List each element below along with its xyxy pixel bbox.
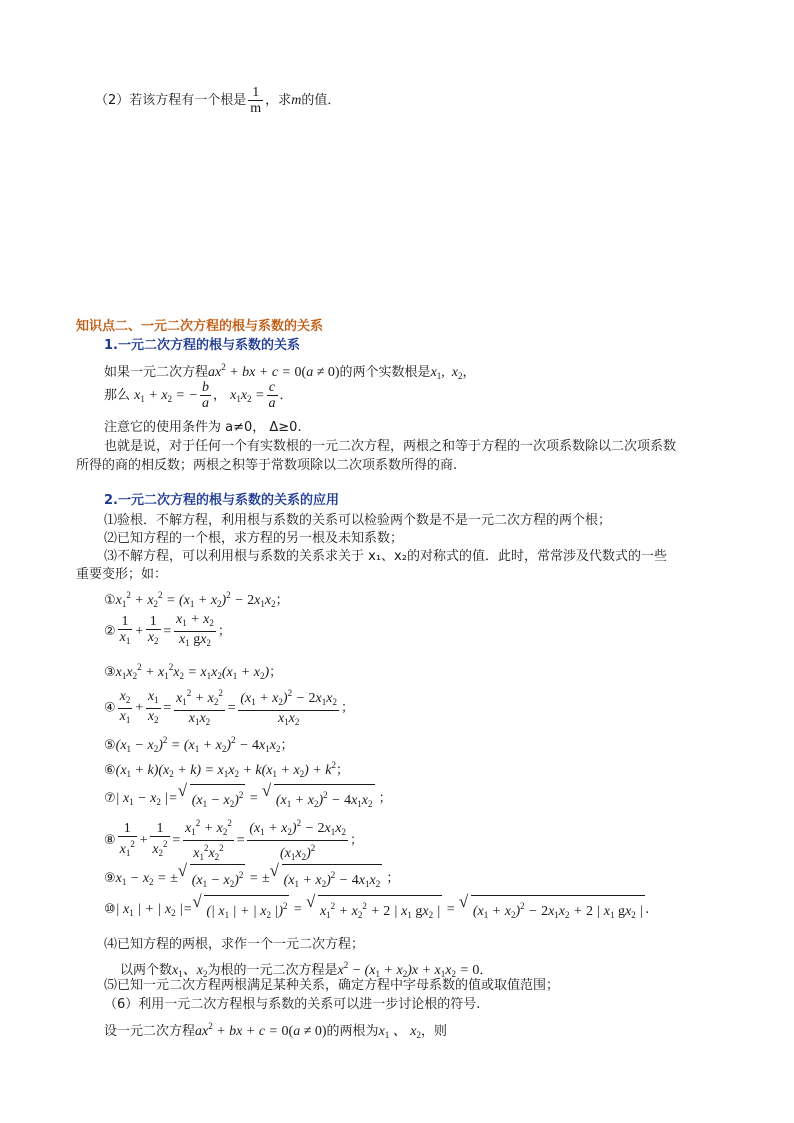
formula-7: ⑦| $x_1 - x_2$ |=√ $(x_1 - x_2)^2$ = √ $(x_1 + x_2)^2 - 4x_1x_2$ ； [104,784,392,813]
part2-item-5: ⑸已知一元二次方程两根满足某种关系，确定方程中字母系数的值或取值范围； [104,978,560,993]
formula-10: ⑩| $x_1$ | + | $x_2$ |=√ (| $x_1$ | + | $x_2$ |)$^2$ = √ $x_1^2 + x_2^2 + 2$ | $x_1$ $gx_2$ | = √ $(x_1 + x_2)^2 - 2x_1x_2 + 2$ | $x_1$ $gx_2$ | . [104,895,649,924]
formula-9: $⑨x_1 - x_2$ = ±√ $(x_1 - x_2)^2$ = ±√ $(x_1 + x_2)^2 - 4x_1x_2$ ； [104,864,399,893]
formula-8: ⑧ $\frac{1}{x_1^2}$ + $\frac{1}{x_2^2}$ = $\frac{x_1^2 + x_2^2}{x_1^2x_2^2}$ = $\frac{(x_1 + x_2)^2 - 2x_1x_2}{(x_1x_2)^2}$ ； [104,818,363,862]
part2-item-4-sub: 以两个数$x_1$、$x_2$为根的一元二次方程是$x^2 - (x_1 + x_2)x + x_1x_2 = 0$． [120,960,493,979]
part1-line1: 如果一元二次方程$ax^2$ + bx + c = 0(a ≠ 0)的两个实数根是$x_1$, $x_2$， [104,362,476,381]
part1-explain-1: 也就是说，对于任何一个有实数根的一元二次方程，两根之和等于方程的一次项系数除以二次项系数 [104,439,677,454]
part2-item-1: ⑴验根．不解方程，利用根与系数的关系可以检验两个数是不是一元二次方程的两个根； [104,513,612,528]
part1-explain-2: 所得的商的相反数；两根之积等于常数项除以二次项系数所得的商. [76,458,458,473]
formula-6: $⑥(x_1 + k)(x_2 + k) = x_1x_2 + k(x_1 + x_2) + k^2$； [104,760,350,779]
fraction-b-over-a: $\frac{b}{a}$ [201,380,209,411]
part2-last-line: 设一元二次方程$ax^2$ + bx + c = 0(a ≠ 0)的两根为$x_1$ 、 $x_2$，则 [104,1021,448,1040]
part2-item-2: ⑵已知方程的一个根，求方程的另一根及未知系数； [104,531,404,546]
formula-5: $⑤(x_1 - x_2)^2 = (x_1 + x_2)^2 - 4x_1x_2$； [104,735,294,754]
part2-item-3-cont: 重要变形；如： [76,567,168,582]
formula-2: ② $\frac{1}{x_1}$ + $\frac{1}{x_2}$ = $\frac{x_1 + x_2}{x_1 gx_2}$ ； [104,612,231,648]
part1-heading: 1.一元二次方程的根与系数的关系 [104,338,300,353]
part1-condition: 注意它的使用条件为 a≠0， Δ≥0. [104,420,302,435]
fraction-1-over-m: $\frac{1}{m}$ [250,85,262,116]
section-heading: 知识点二、一元二次方程的根与系数的关系 [76,319,324,334]
formula-3: $③x_1x_2^2 + x_1^2x_2 = x_1x_2(x_1 + x_2)$； [104,662,283,681]
part1-vieta: 那么 $x_1 + x_2$ = − $\frac{b}{a}$ ， $x_1x_2$ = $\frac{c}{a}$ ． [104,380,293,411]
part2-item-4: ⑷已知方程的两根，求作一个一元二次方程； [104,937,365,952]
fraction-c-over-a: $\frac{c}{a}$ [268,380,276,411]
formula-4: ④ $\frac{x_2}{x_1}$ + $\frac{x_1}{x_2}$ = $\frac{x_1^2 + x_2^2}{x_1x_2}$ = $\frac{(x_1 + x_2)^2 - 2x_1x_2}{x_1x_2}$ ； [104,688,354,727]
part2-item-6: （6）利用一元二次方程根与系数的关系可以进一步讨论根的符号. [104,997,481,1012]
quadratic-equation: $ax^2$ + bx + c = 0(a ≠ 0) [208,362,340,380]
part2-item-3: ⑶不解方程，可以利用根与系数的关系求关于 x₁、x₂的对称式的值．此时，常常涉及代数式的一些 [104,549,667,564]
question-2: （2）若该方程有一个根是 $\frac{1}{m}$ ，求m的值． [95,85,341,116]
part2-heading: 2.一元二次方程的根与系数的关系的应用 [104,493,339,508]
formula-1: $①x_1^2 + x_2^2 = (x_1 + x_2)^2 - 2x_1x_2$； [104,590,289,609]
